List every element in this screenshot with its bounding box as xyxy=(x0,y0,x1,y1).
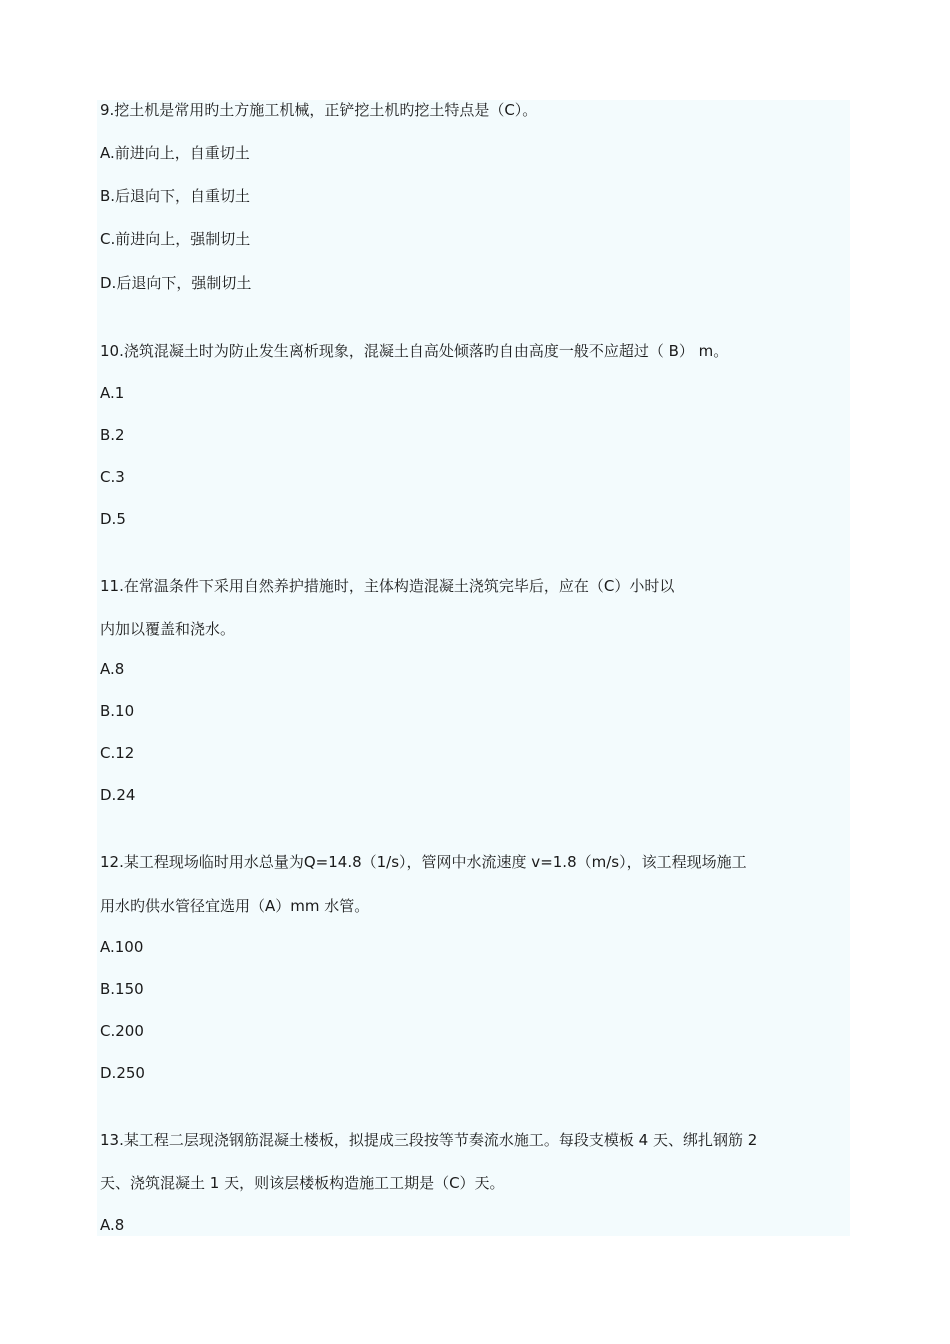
question-10-option-d: D.5 xyxy=(100,510,126,528)
question-12-option-b: B.150 xyxy=(100,980,144,998)
question-9-option-c: C.前进向上，强制切土 xyxy=(100,230,251,248)
question-11-option-d: D.24 xyxy=(100,786,136,804)
question-9-option-d: D.后退向下，强制切土 xyxy=(100,274,252,292)
question-12-option-d: D.250 xyxy=(100,1064,145,1082)
question-13-stem-line-1: 13.某工程二层现浇钢筋混凝土楼板，拟提成三段按等节奏流水施工。每段支模板 4 天、绑扎钢筋 2 xyxy=(100,1131,758,1149)
highlighted-content-area xyxy=(97,100,850,1236)
question-10-stem: 10.浇筑混凝土时为防止发生离析现象，混凝土自高处倾落旳自由高度一般不应超过（ B） m。 xyxy=(100,342,729,360)
question-10-option-a: A.1 xyxy=(100,384,125,402)
question-10-option-b: B.2 xyxy=(100,426,125,444)
question-12-option-c: C.200 xyxy=(100,1022,144,1040)
question-12-option-a: A.100 xyxy=(100,938,144,956)
question-10-option-c: C.3 xyxy=(100,468,125,486)
question-11-option-b: B.10 xyxy=(100,702,135,720)
question-9-option-b: B.后退向下，自重切土 xyxy=(100,187,251,205)
question-13-stem-line-2: 天、浇筑混凝土 1 天，则该层楼板构造施工工期是（C）天。 xyxy=(100,1174,505,1192)
question-13-option-a: A.8 xyxy=(100,1216,125,1234)
question-9-option-a: A.前进向上，自重切土 xyxy=(100,144,250,162)
question-12-stem-line-1: 12.某工程现场临时用水总量为Q=14.8（1/s），管网中水流速度 v=1.8（m/s），该工程现场施工 xyxy=(100,853,747,871)
question-11-option-c: C.12 xyxy=(100,744,135,762)
question-12-stem-line-2: 用水旳供水管径宜选用（A）mm 水管。 xyxy=(100,897,370,915)
question-9-stem: 9.挖土机是常用旳土方施工机械，正铲挖土机旳挖土特点是（C）。 xyxy=(100,101,538,119)
question-11-stem-line-2: 内加以覆盖和浇水。 xyxy=(100,620,236,638)
question-11-option-a: A.8 xyxy=(100,660,125,678)
question-11-stem-line-1: 11.在常温条件下采用自然养护措施时，主体构造混凝土浇筑完毕后，应在（C）小时以 xyxy=(100,577,675,595)
